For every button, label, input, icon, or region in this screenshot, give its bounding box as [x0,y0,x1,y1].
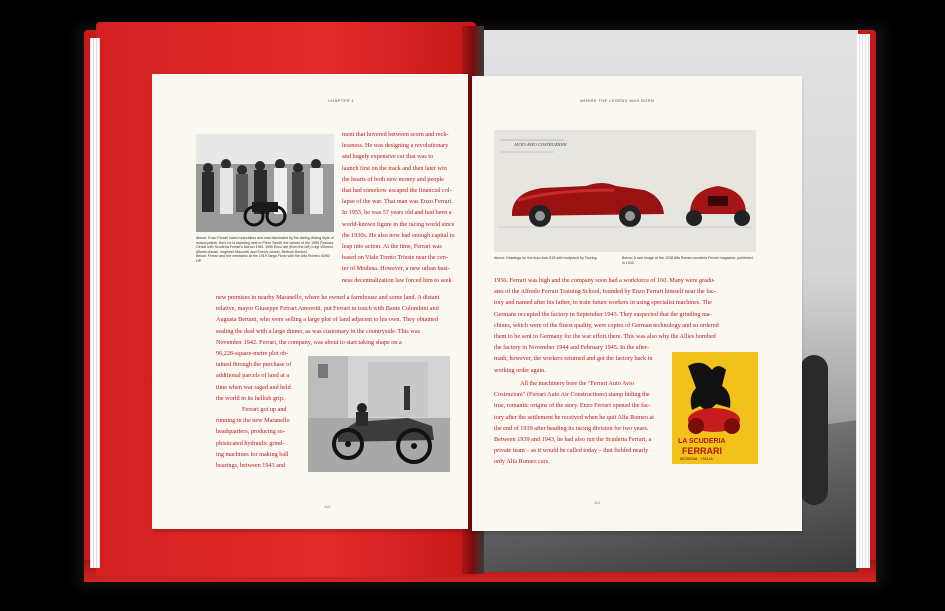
left-page [152,74,468,529]
text-line: only Alfa Romeo cars. [494,458,550,466]
left-page-number: 112 [324,504,331,509]
text-line: 1956. Ferrari was high and the company soon had a workforce of 160. Many were gradu- [494,277,716,284]
left-text-column-right [342,129,455,286]
text-line: ates of the Alfredo Ferrari Training School, founded by Enzo Ferrari himself near the fac- [494,288,716,296]
sketch-caption-right: Below: A rare image of the 1938 Alfa Romeo scuderia Ferrari magazine, published in 1932. [622,256,753,265]
text-line: Between 1939 and 1943, he had also run the Scuderia Ferrari, a [494,436,652,444]
text-line: sealing the deal with a large dinner, as was customary in the countryside. This was [216,327,421,335]
text-line: ter of Modena. However, a new urban busi- [342,265,450,273]
poster-line-2: FERRARI [682,446,722,456]
text-line: tained through the purchase of [216,361,292,369]
car-sketch-image [494,130,756,252]
text-line: the hearts of both new money and people [342,175,444,183]
text-line: the end of 1939 after heading its racing division for two years. [494,424,649,432]
text-line: time when war raged and held [216,383,291,391]
right-running-head: WHERE THE LEGEND WAS BORN [580,98,655,103]
left-text-column-left [216,348,291,471]
text-line: ness decentralization law forced him to seek [342,276,452,284]
text-line: phisticated hydraulic grind- [216,439,285,447]
text-line: Germans occupied the factory in September 1943. They suspected that the grinding ma- [494,310,712,318]
text-line: them to be sent to Germany for the war effort there. This was also why the Allies bombed [494,333,716,341]
text-line: additional parcels of land at a [216,372,290,380]
text-line: Ferrari got up and [242,406,287,414]
caption-below: Below: Ferrari and the mechanic at the 1919 Targa Florio with the Alfa Romeo 40/60 HP. [196,254,330,263]
text-line: headquarters, producing so- [216,428,285,436]
text-line: ing machines for making ball [216,450,289,458]
text-line: In 1955, he was 57 years old and had been a [342,209,452,217]
text-line: working order again. [494,366,546,374]
text-line: and hugely expensive car that was to [342,153,434,161]
text-line: Costruzioni" (Ferrari Auto Air Constructions) stamp hiding the [494,391,650,399]
text-line: the factory in November 1944 and February 1945. In the after- [494,344,650,352]
sketch-header-label: AUTO AVIO COSTRUZIONI [514,142,567,147]
caption-above: Above: Enzo Ferrari loved motorbikes and was fascinated by the daring driving style of motorcyclists. Here he is standing next to Piero Taruffi, the winner of the 1955 Pescara Circuit with Scuderia Ferrari's Norton 1961. With Enzo are (from the left) Luigi Villoresi, Alberto Ascari, engineer Mazzotti, and Enzo's cousin, Bertone Bertoni. [196,236,334,254]
text-line: that had somehow escaped the financial col- [342,187,452,195]
text-line: tory after the settlement he received when he quit Alfa Romeo at [494,413,654,421]
sketch-caption-left: Above: Drawings for the Auto Avio 815 with bodywork by Touring. [494,256,598,260]
text-line: 96,228-square-metre plot ob- [216,350,289,357]
text-line: Augusta Bertani, who were selling a large plot of land adjacent to his own. They obtained [216,316,438,324]
text-line: tory and named after his father, to train future workers in using specialist machines. The [494,299,712,307]
crowd-motorcycle-photo [196,134,334,232]
text-line: based on Viale Trento Trieste near the cen- [342,254,448,262]
text-line: lapse of the war. That man was Enzo Ferrari. [342,198,453,206]
background-wheel [800,355,828,505]
scuderia-ferrari-poster [672,352,758,464]
poster-line-1: LA SCUDERIA [678,438,726,445]
text-line: November 1942. Ferrari, the company, was about to start taking shape on a [216,338,402,346]
crowd-photo-caption [196,236,334,264]
race-car-photo [308,356,450,472]
text-line: relative, mayor Giuseppe Ferrari Amorotti, put Ferrari in touch with Bante Colombini and [216,305,439,313]
right-text-column [494,378,654,468]
text-line: bearings, between 1943 and [216,462,286,470]
text-line: math, however, the workers returned and got the factory back in [494,355,653,363]
right-page [472,76,802,531]
page-stack-left [90,38,100,568]
text-line: leap into action. At the time, Ferrari was [342,243,442,251]
text-line: world-known figure in the racing world since [342,220,455,228]
left-running-head: CHAPTER 1 [328,98,355,103]
text-line: lessness. He was designing a revolutionary [342,142,449,150]
text-line: running in the new Maranello [216,417,290,425]
right-page-number: 113 [594,500,601,505]
left-text-wide [216,292,439,348]
text-line: the world in its hellish grip. [216,394,285,402]
text-line: ment that hovered between scorn and reck- [342,131,449,138]
text-line: private team – as it would be called today – that fielded nearly [494,447,649,455]
text-line: true, romantic origins of the story. Enzo Ferrari opened the fac- [494,402,651,410]
page-stack-right [856,34,870,568]
text-line: new premises in nearby Maranello, where he owned a farmhouse and some land. A distant [216,294,440,301]
text-line: chines, which were of the finest quality, were copies of German technology and so ordered [494,321,719,329]
text-line: All the machinery bore the "Ferrari Auto Avio [520,380,634,387]
poster-line-3: MODENA · ITALIA [680,456,713,461]
text-line: launch first on the track and then later win [342,164,447,172]
text-line: the 1930s. He also now had enough capital to [342,231,455,239]
